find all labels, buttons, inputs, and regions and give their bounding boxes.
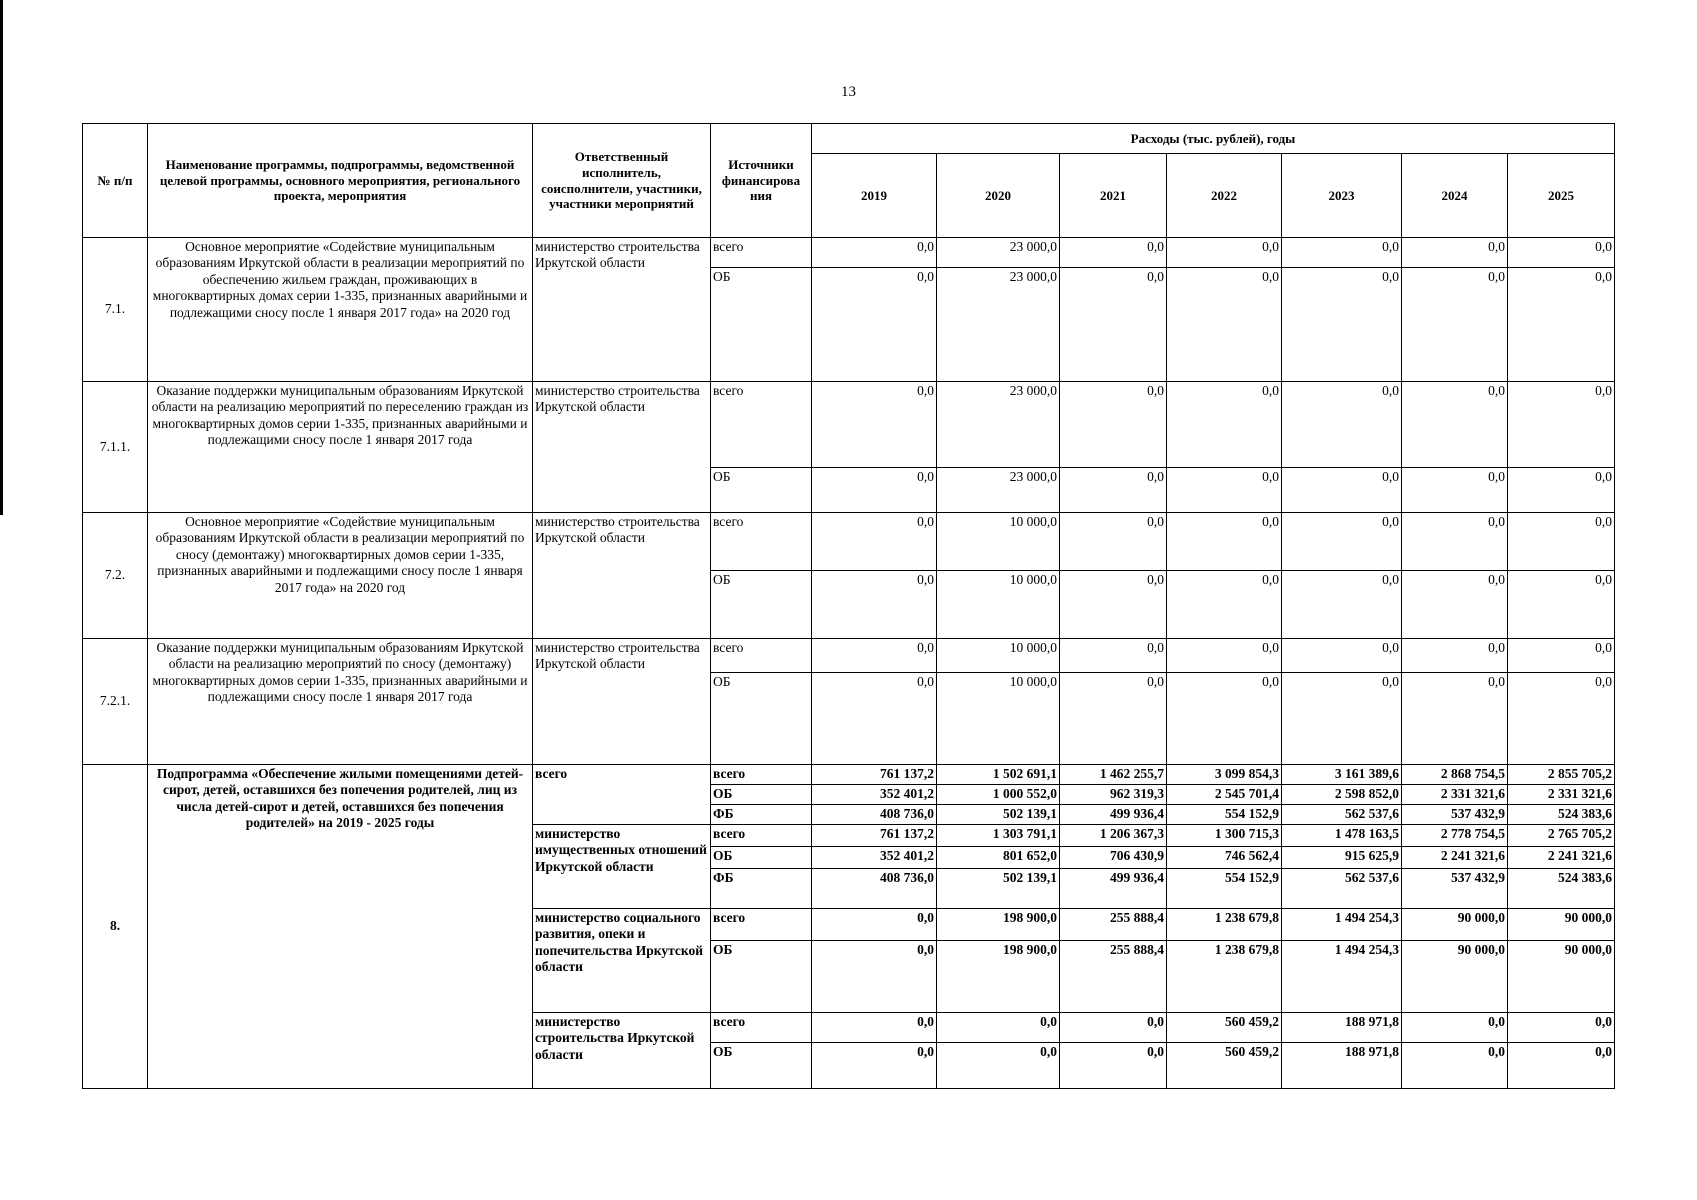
header-num: № п/п — [83, 124, 148, 238]
row-value: 0,0 — [812, 571, 937, 639]
row-source: всего — [711, 825, 812, 847]
row-value: 0,0 — [1060, 1043, 1167, 1089]
row-value: 188 971,8 — [1282, 1013, 1402, 1043]
row-value: 408 736,0 — [812, 805, 937, 825]
row-value: 0,0 — [1282, 513, 1402, 571]
row-value: 560 459,2 — [1167, 1013, 1282, 1043]
row-value: 0,0 — [1508, 1043, 1615, 1089]
row-value: 0,0 — [1060, 382, 1167, 468]
row-num: 7.2. — [83, 513, 148, 639]
row-value: 0,0 — [812, 268, 937, 382]
row-value: 1 462 255,7 — [1060, 765, 1167, 785]
row-name: Основное мероприятие «Содействие муниципальным образованиям Иркутской области в реализации мероприятий по сносу (демонтажу) многоквартирных домов серии 1-335, признанных аварийными и подлежащими сносу после 1 января 2017 года» на 2020 год — [148, 513, 533, 639]
row-source: всего — [711, 765, 812, 785]
row-value: 10 000,0 — [937, 673, 1060, 765]
row-value: 524 383,6 — [1508, 805, 1615, 825]
row-value: 0,0 — [1402, 513, 1508, 571]
row-executor: министерство социального развития, опеки и попечительства Иркутской области — [533, 909, 711, 1013]
row-value: 2 241 321,6 — [1508, 847, 1615, 869]
row-value: 0,0 — [1402, 382, 1508, 468]
row-source: всего — [711, 382, 812, 468]
row-value: 0,0 — [937, 1043, 1060, 1089]
table-row — [83, 639, 1615, 673]
row-value: 0,0 — [1508, 639, 1615, 673]
row-value: 198 900,0 — [937, 909, 1060, 941]
row-value: 90 000,0 — [1402, 941, 1508, 1013]
row-value: 0,0 — [812, 238, 937, 268]
row-value: 761 137,2 — [812, 825, 937, 847]
row-value: 562 537,6 — [1282, 869, 1402, 909]
row-source: ОБ — [711, 847, 812, 869]
row-value: 0,0 — [1060, 238, 1167, 268]
row-num: 8. — [83, 765, 148, 1089]
table-row — [83, 513, 1615, 571]
row-value: 2 855 705,2 — [1508, 765, 1615, 785]
row-value: 0,0 — [812, 513, 937, 571]
row-value: 524 383,6 — [1508, 869, 1615, 909]
row-source: ОБ — [711, 1043, 812, 1089]
row-value: 2 241 321,6 — [1402, 847, 1508, 869]
row-value: 352 401,2 — [812, 785, 937, 805]
header-year: 2024 — [1402, 154, 1508, 238]
row-source: ОБ — [711, 785, 812, 805]
row-value: 0,0 — [812, 673, 937, 765]
row-num: 7.1. — [83, 238, 148, 382]
row-value: 562 537,6 — [1282, 805, 1402, 825]
row-source: ФБ — [711, 805, 812, 825]
row-value: 2 868 754,5 — [1402, 765, 1508, 785]
header-name: Наименование программы, подпрограммы, ведомственной целевой программы, основного мероприятия, регионального проекта, мероприятия — [148, 124, 533, 238]
row-value: 0,0 — [1508, 673, 1615, 765]
row-name: Основное мероприятие «Содействие муниципальным образованиям Иркутской области в реализации мероприятий по обеспечению жильем граждан, проживающих в многоквартирных домах серии 1-335, признанных аварийными и подлежащими сносу после 1 января 2017 года» на 2020 год — [148, 238, 533, 382]
row-value: 198 900,0 — [937, 941, 1060, 1013]
header-year: 2023 — [1282, 154, 1402, 238]
row-value: 0,0 — [1402, 1043, 1508, 1089]
header-source: Источники финансирова ния — [711, 124, 812, 238]
row-executor: министерство строительства Иркутской области — [533, 639, 711, 765]
row-value: 0,0 — [1060, 673, 1167, 765]
row-value: 499 936,4 — [1060, 869, 1167, 909]
row-value: 2 545 701,4 — [1167, 785, 1282, 805]
header-year: 2020 — [937, 154, 1060, 238]
row-value: 23 000,0 — [937, 238, 1060, 268]
row-value: 0,0 — [812, 1043, 937, 1089]
row-value: 0,0 — [1402, 639, 1508, 673]
row-value: 537 432,9 — [1402, 869, 1508, 909]
row-value: 255 888,4 — [1060, 941, 1167, 1013]
row-value: 2 598 852,0 — [1282, 785, 1402, 805]
row-source: всего — [711, 909, 812, 941]
row-value: 1 494 254,3 — [1282, 941, 1402, 1013]
row-value: 499 936,4 — [1060, 805, 1167, 825]
row-source: ОБ — [711, 673, 812, 765]
table-row — [83, 765, 1615, 785]
row-value: 90 000,0 — [1402, 909, 1508, 941]
row-value: 0,0 — [1167, 468, 1282, 513]
row-value: 10 000,0 — [937, 639, 1060, 673]
budget-table — [82, 123, 1615, 1089]
row-value: 2 765 705,2 — [1508, 825, 1615, 847]
row-value: 0,0 — [812, 1013, 937, 1043]
row-value: 0,0 — [1508, 513, 1615, 571]
row-value: 0,0 — [1060, 1013, 1167, 1043]
row-value: 255 888,4 — [1060, 909, 1167, 941]
row-value: 0,0 — [1060, 513, 1167, 571]
row-executor: всего — [533, 765, 711, 825]
row-value: 0,0 — [1402, 468, 1508, 513]
row-value: 0,0 — [1060, 571, 1167, 639]
row-value: 0,0 — [1402, 268, 1508, 382]
row-value: 0,0 — [1282, 673, 1402, 765]
table-row — [83, 238, 1615, 268]
row-value: 0,0 — [1060, 268, 1167, 382]
row-value: 0,0 — [1282, 571, 1402, 639]
header-year: 2022 — [1167, 154, 1282, 238]
row-value: 0,0 — [1282, 238, 1402, 268]
row-value: 1 478 163,5 — [1282, 825, 1402, 847]
row-value: 0,0 — [937, 1013, 1060, 1043]
row-value: 0,0 — [1282, 268, 1402, 382]
row-value: 90 000,0 — [1508, 941, 1615, 1013]
row-value: 0,0 — [1167, 238, 1282, 268]
row-value: 0,0 — [1508, 1013, 1615, 1043]
row-value: 1 238 679,8 — [1167, 909, 1282, 941]
row-value: 0,0 — [1508, 268, 1615, 382]
table-row — [83, 382, 1615, 468]
row-value: 0,0 — [1402, 1013, 1508, 1043]
row-value: 90 000,0 — [1508, 909, 1615, 941]
row-num: 7.2.1. — [83, 639, 148, 765]
row-value: 502 139,1 — [937, 805, 1060, 825]
row-value: 537 432,9 — [1402, 805, 1508, 825]
row-value: 0,0 — [1402, 571, 1508, 639]
row-value: 1 238 679,8 — [1167, 941, 1282, 1013]
row-source: всего — [711, 1013, 812, 1043]
row-source: ОБ — [711, 941, 812, 1013]
row-value: 408 736,0 — [812, 869, 937, 909]
row-source: ФБ — [711, 869, 812, 909]
row-source: всего — [711, 639, 812, 673]
row-value: 0,0 — [812, 909, 937, 941]
page-number: 13 — [841, 84, 856, 100]
row-value: 2 778 754,5 — [1402, 825, 1508, 847]
row-value: 3 099 854,3 — [1167, 765, 1282, 785]
row-value: 0,0 — [1508, 571, 1615, 639]
row-value: 0,0 — [1508, 238, 1615, 268]
row-value: 0,0 — [812, 941, 937, 1013]
table-header — [83, 124, 1615, 238]
row-source: всего — [711, 513, 812, 571]
row-name: Подпрограмма «Обеспечение жилыми помещениями детей-сирот, детей, оставшихся без попечения родителей, лиц из числа детей-сирот и детей, оставшихся без попечения родителей» на 2019 - 2025 годы — [148, 765, 533, 1089]
row-value: 0,0 — [1060, 468, 1167, 513]
header-year: 2021 — [1060, 154, 1167, 238]
row-value: 0,0 — [1282, 639, 1402, 673]
header-year: 2025 — [1508, 154, 1615, 238]
row-value: 0,0 — [1282, 382, 1402, 468]
row-executor: министерство строительства Иркутской области — [533, 1013, 711, 1089]
row-value: 0,0 — [812, 468, 937, 513]
row-value: 1 000 552,0 — [937, 785, 1060, 805]
header-year: 2019 — [812, 154, 937, 238]
row-value: 0,0 — [1167, 513, 1282, 571]
row-value: 0,0 — [1060, 639, 1167, 673]
row-executor: министерство строительства Иркутской области — [533, 382, 711, 513]
row-value: 706 430,9 — [1060, 847, 1167, 869]
row-executor: министерство строительства Иркутской области — [533, 513, 711, 639]
row-value: 1 300 715,3 — [1167, 825, 1282, 847]
row-value: 0,0 — [1167, 673, 1282, 765]
row-executor: министерство строительства Иркутской области — [533, 238, 711, 382]
row-value: 554 152,9 — [1167, 805, 1282, 825]
row-value: 23 000,0 — [937, 468, 1060, 513]
row-value: 0,0 — [812, 639, 937, 673]
row-value: 352 401,2 — [812, 847, 937, 869]
row-num: 7.1.1. — [83, 382, 148, 513]
row-value: 1 303 791,1 — [937, 825, 1060, 847]
row-value: 1 502 691,1 — [937, 765, 1060, 785]
row-value: 1 494 254,3 — [1282, 909, 1402, 941]
row-value: 915 625,9 — [1282, 847, 1402, 869]
row-value: 3 161 389,6 — [1282, 765, 1402, 785]
row-value: 962 319,3 — [1060, 785, 1167, 805]
row-value: 0,0 — [1508, 382, 1615, 468]
row-value: 10 000,0 — [937, 571, 1060, 639]
header-expenses: Расходы (тыс. рублей), годы — [812, 124, 1615, 154]
row-value: 0,0 — [1167, 382, 1282, 468]
row-value: 0,0 — [1508, 468, 1615, 513]
row-value: 502 139,1 — [937, 869, 1060, 909]
row-value: 0,0 — [1167, 571, 1282, 639]
row-value: 23 000,0 — [937, 382, 1060, 468]
row-value: 0,0 — [812, 382, 937, 468]
row-value: 0,0 — [1282, 468, 1402, 513]
row-value: 0,0 — [1167, 268, 1282, 382]
row-value: 746 562,4 — [1167, 847, 1282, 869]
row-value: 0,0 — [1402, 238, 1508, 268]
header-executor: Ответственный исполнитель, соисполнители, участники, участники мероприятий — [533, 124, 711, 238]
row-source: всего — [711, 238, 812, 268]
row-value: 1 206 367,3 — [1060, 825, 1167, 847]
row-value: 2 331 321,6 — [1508, 785, 1615, 805]
row-value: 188 971,8 — [1282, 1043, 1402, 1089]
row-name: Оказание поддержки муниципальным образованиям Иркутской области на реализацию мероприятий по переселению граждан из многоквартирных домов серии 1-335, признанных аварийными и подлежащими сносу после 1 января 2017 года — [148, 382, 533, 513]
row-value: 2 331 321,6 — [1402, 785, 1508, 805]
row-source: ОБ — [711, 268, 812, 382]
row-source: ОБ — [711, 571, 812, 639]
row-value: 0,0 — [1167, 639, 1282, 673]
row-source: ОБ — [711, 468, 812, 513]
row-name: Оказание поддержки муниципальным образованиям Иркутской области на реализацию мероприятий по сносу (демонтажу) многоквартирных домов серии 1-335, признанных аварийными и подлежащими сносу после 1 января 2017 года — [148, 639, 533, 765]
row-value: 560 459,2 — [1167, 1043, 1282, 1089]
row-value: 0,0 — [1402, 673, 1508, 765]
row-executor: министерство имущественных отношений Иркутской области — [533, 825, 711, 909]
row-value: 10 000,0 — [937, 513, 1060, 571]
row-value: 761 137,2 — [812, 765, 937, 785]
row-value: 23 000,0 — [937, 268, 1060, 382]
row-value: 801 652,0 — [937, 847, 1060, 869]
scan-edge-mark — [0, 0, 3, 515]
row-value: 554 152,9 — [1167, 869, 1282, 909]
